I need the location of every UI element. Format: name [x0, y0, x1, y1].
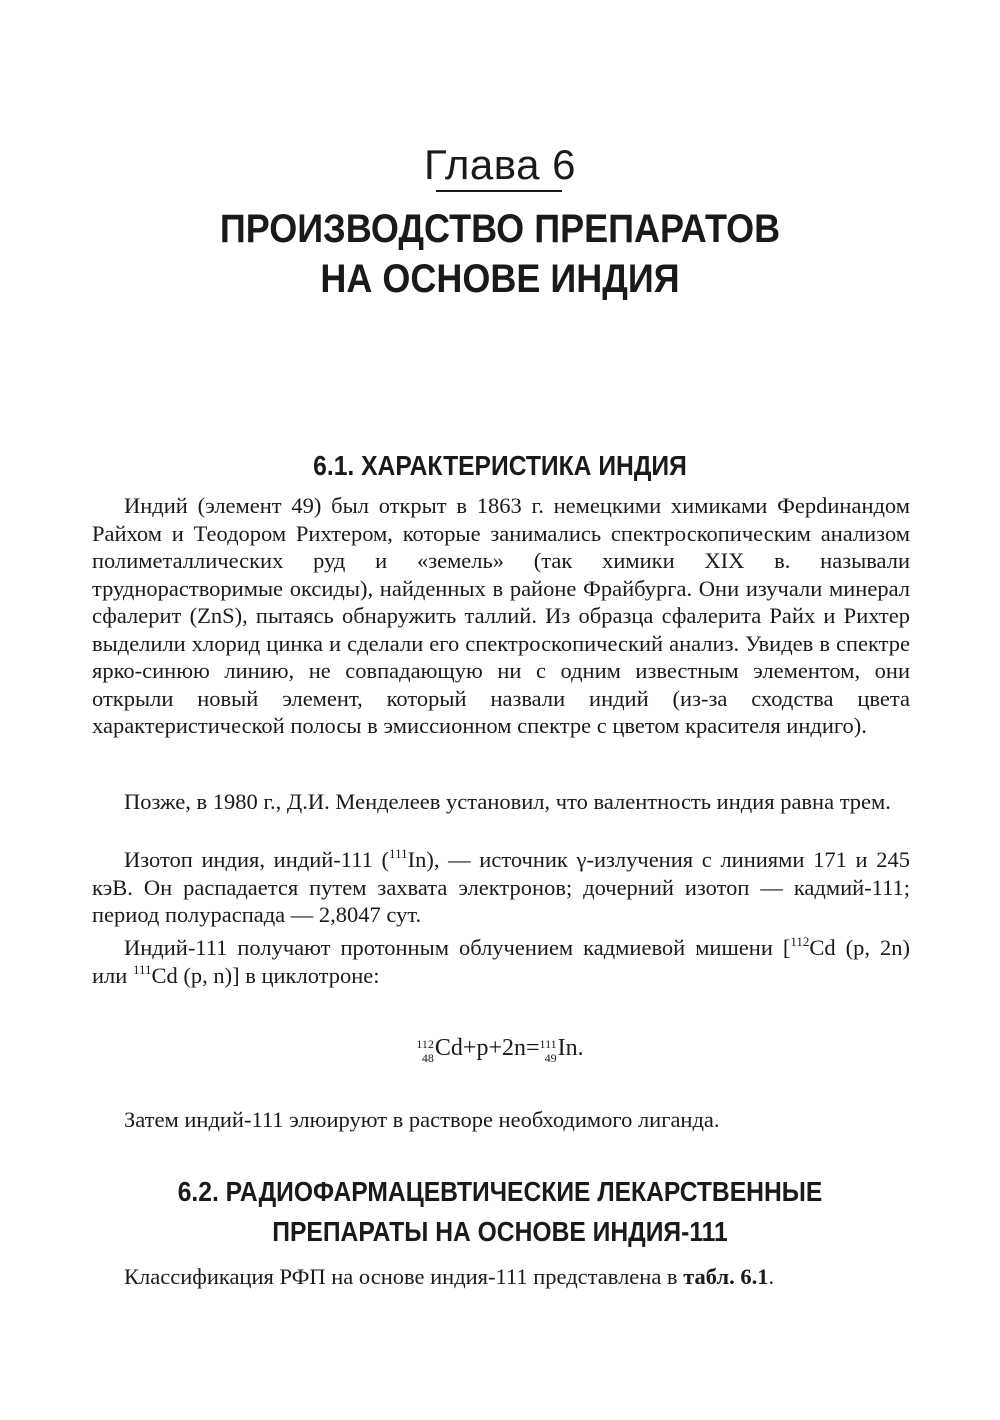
production-text-1: Индий-111 получают протонным облучением кадмиевой мишени [	[124, 935, 791, 960]
in-atomic-number: 49	[544, 1051, 557, 1066]
in-nuclide-numbers	[540, 1037, 557, 1065]
cd-mass-number: 112	[416, 1037, 434, 1052]
cd111-mass-number: 111	[132, 961, 152, 977]
classification-text: Классификация РФП на основе индия-111 представлена в	[124, 1264, 684, 1289]
production-text-2: Cd (p, 2n) или	[92, 935, 910, 988]
paragraph-isotope	[92, 846, 910, 929]
chapter-title	[0, 204, 1000, 304]
in-mass-number: 111	[539, 1037, 557, 1052]
chapter-title-line-1: ПРОИЗВОДСТВО ПРЕПАРАТОВ	[219, 207, 781, 251]
isotope-text-end: In), — источник γ-излучения с линиями 171 и 245 кэВ. Он распадается путем захвата электронов; дочерний изотоп — кадмий-111; период полураспада — 2,8047 сут.	[92, 847, 910, 927]
cd-atomic-number: 48	[421, 1051, 434, 1066]
chapter-label: Глава 6	[424, 141, 576, 188]
isotope-mass-number: 111	[389, 846, 408, 861]
cd-nuclide-numbers	[416, 1037, 434, 1065]
chapter-title-line-2: НА ОСНОВЕ ИНДИЯ	[320, 257, 680, 301]
paragraph-elution: Затем индий-111 элюируют в растворе необходимого лиганда.	[124, 1107, 720, 1132]
nuclear-reaction-formula	[0, 1028, 1000, 1068]
paragraph-indium-discovery: Индий (элемент 49) был открыт в 1863 г. немецкими химиками Ферdинандом Райхом и Теодором Рихтером, которые занимались спектроскопическим анализом полиметаллических руд и «земель» (так химики XIX в. называли труднорастворимые оксиды), найденных в районе Фрайбурга. Они изучали минерал сфалерит (ZnS), пытаясь обнаружить таллий. Из образца сфалерита Райх и Рихтер выделили хлорид цинка и сделали его спектроскопический анализ. Увидев в спектре ярко-синюю линию, не совпадающую ни с одним известным элементом, они открыли новый элемент, который назвали индий (из-за сходства цвета характеристической полосы в эмиссионном спектре с цветом красителя индиго).	[92, 493, 910, 738]
formula-left-side: Cd+p+2n=	[434, 1035, 540, 1061]
section-6-2-heading-line-2: ПРЕПАРАТЫ НА ОСНОВЕ ИНДИЯ-111	[272, 1216, 728, 1247]
section-6-2-heading-line-1: 6.2. РАДИОФАРМАЦЕВТИЧЕСКИЕ ЛЕКАРСТВЕННЫЕ	[177, 1176, 823, 1207]
chapter-underline	[436, 190, 562, 192]
table-reference-link[interactable]: табл. 6.1	[683, 1264, 769, 1289]
cd112-mass-number: 112	[790, 934, 810, 949]
section-6-2-heading	[0, 1172, 1000, 1252]
section-6-1-heading-text: 6.1. ХАРАКТЕРИСТИКА ИНДИЯ	[313, 450, 687, 481]
paragraph-production	[92, 934, 910, 989]
classification-end: .	[768, 1264, 775, 1289]
paragraph-valence: Позже, в 1980 г., Д.И. Менделеев установил, что валентность индия равна трем.	[124, 789, 891, 814]
section-6-1-heading	[0, 446, 1000, 486]
paragraph-classification	[92, 1263, 910, 1291]
formula-right-side: In.	[557, 1035, 584, 1061]
isotope-text-start: Изотоп индия, индий-111 (	[124, 847, 390, 872]
production-text-3: Cd (p, n)] в циклотроне:	[151, 962, 380, 988]
